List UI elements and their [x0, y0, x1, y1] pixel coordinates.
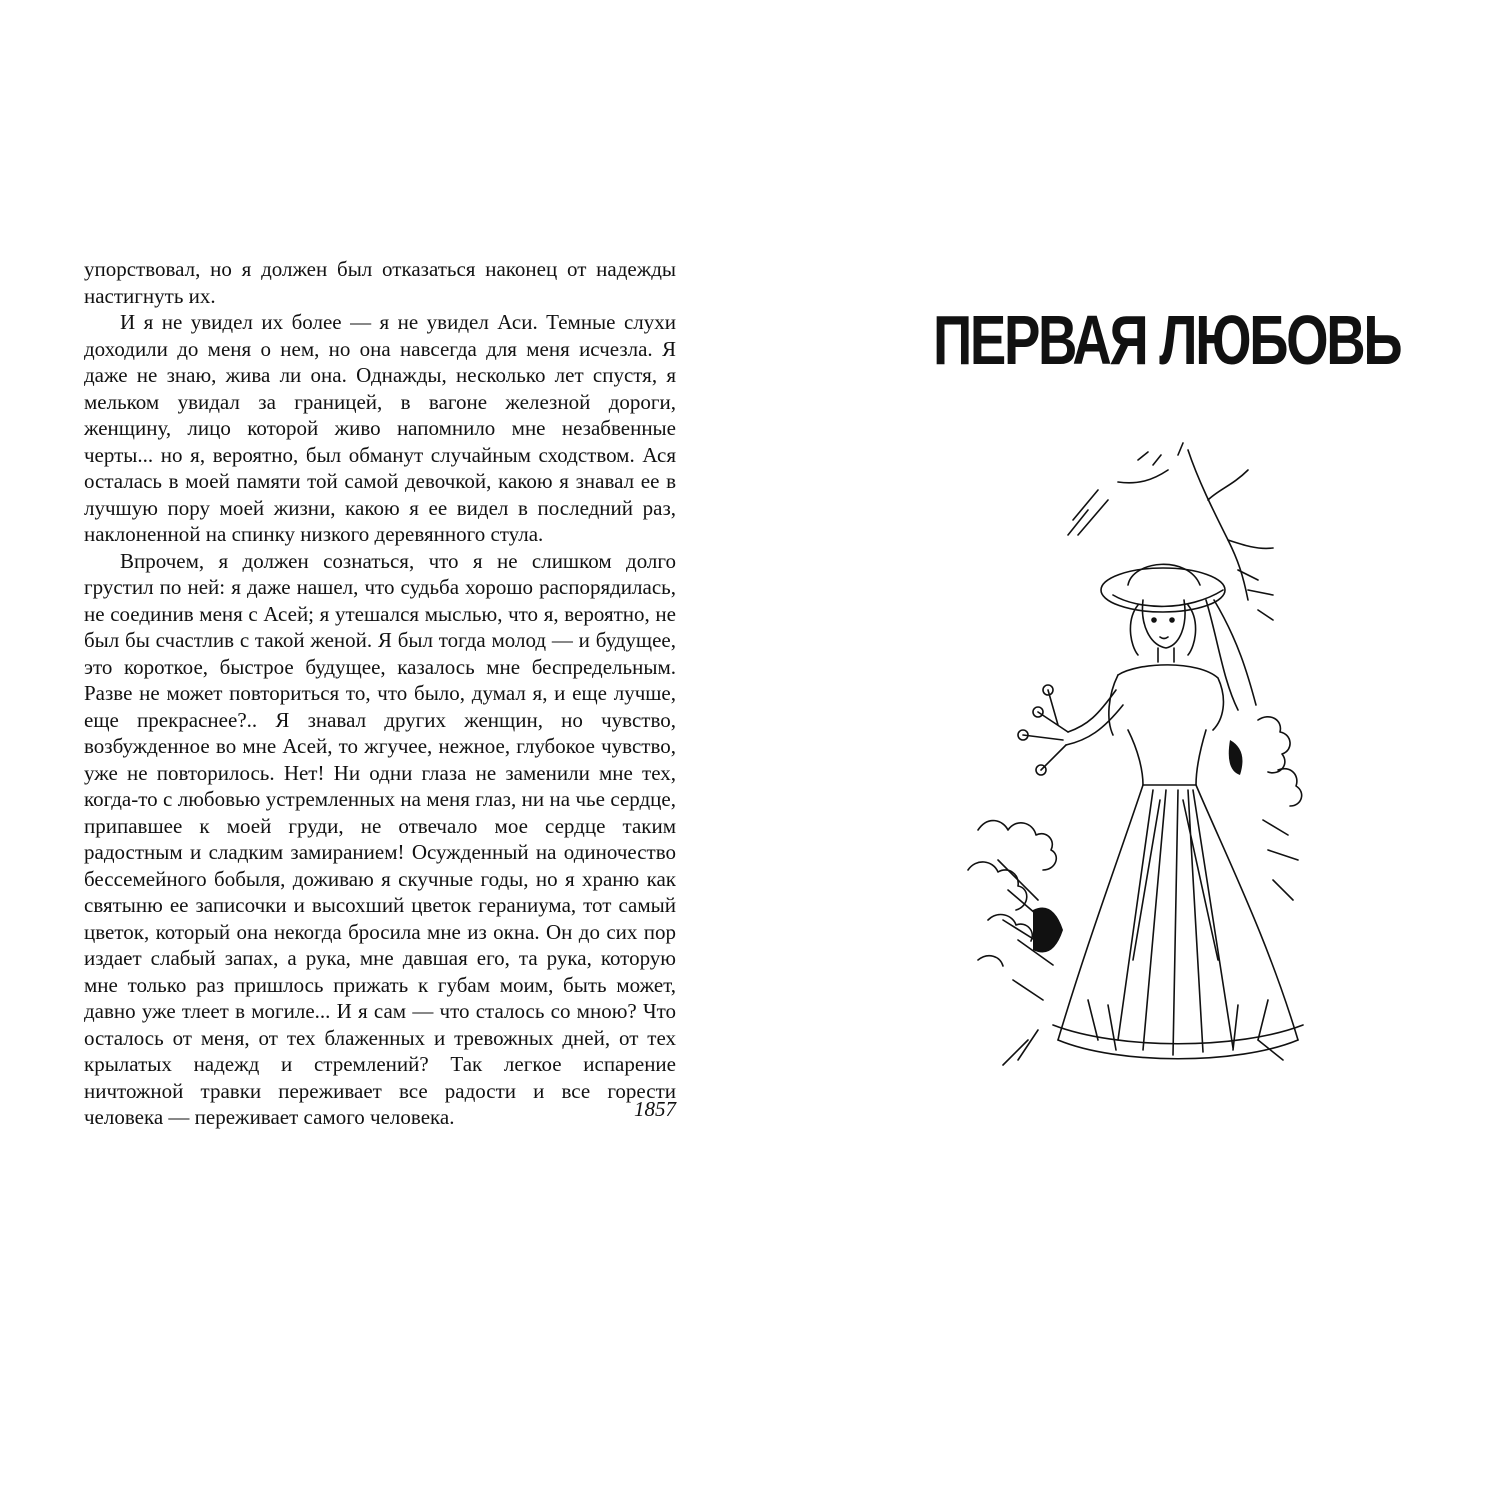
paragraph-3: Впрочем, я должен сознаться, что я не слишком долго грустил по ней: я даже нашел, что судьба хорошо распорядилась, не соединив меня с Асей; я утешался мыслью, что я, вероятно, не был бы счастлив с такой женой. Я был тогда молод — и будущее, это короткое, быстрое будущее, казалось мне беспредельным. Разве не может повториться то, что было, думал я, и еще лучше, еще прекраснее?.. Я знавал других женщин, но чувство, возбужденное во мне Асей, то жгучее, нежное, глубокое чувство, уже не повторилось. Нет! Ни одни глаза не заменили мне тех, когда-то с любовью устремленных на меня глаз, ни на чье сердце, припавшее к моей груди, не отвечало мое сердце таким радостным и сладким замиранием! Осужденный на одиночество бессемейного бобыля, доживаю я скучные годы, но я храню как святыню ее записочки и высохший цветок гераниума, тот самый цветок, который она некогда бросила мне из окна. Он до сих пор издает слабый запах, а рука, мне давшая его, та рука, которую мне только раз пришлось прижать к губам моим, быть может, давно уже тлеет в могиле... И я сам — что сталось со мною? Что осталось от меня, от тех блаженных и тревожных дней, от тех крылатых надежд и стремлений? Так легкое испарение ничтожной травки переживает все радости и все горести человека — переживает самого человека. [84, 548, 676, 1129]
paragraph-2: И я не увидел их более — я не увидел Аси. Темные слухи доходили до меня о нем, но она навсегда для меня исчезла. Я даже не знаю, жива ли она. Однажды, несколько лет спустя, я мельком увидал за границей, в вагоне железной дороги, женщину, лицо которой живо напомнило мне незабвенные черты... но я, вероятно, был обманут случайным сходством. Ася осталась в моей памяти той самой девочкой, какою я знавал ее в лучшую пору моей жизни, какою я ее видел в последний раз, наклоненной на спинку низкого деревянного стула. [84, 310, 676, 546]
right-page [760, 0, 1500, 1500]
woman-in-dress-illustration [938, 440, 1338, 1080]
left-page-text [84, 256, 676, 1131]
story-date: 1857 [634, 1097, 676, 1121]
chapter-title: ПЕРВАЯ ЛЮБОВЬ [933, 301, 1401, 379]
paragraph-1: упорствовал, но я должен был отказаться наконец от надежды настигнуть их. [84, 257, 676, 308]
